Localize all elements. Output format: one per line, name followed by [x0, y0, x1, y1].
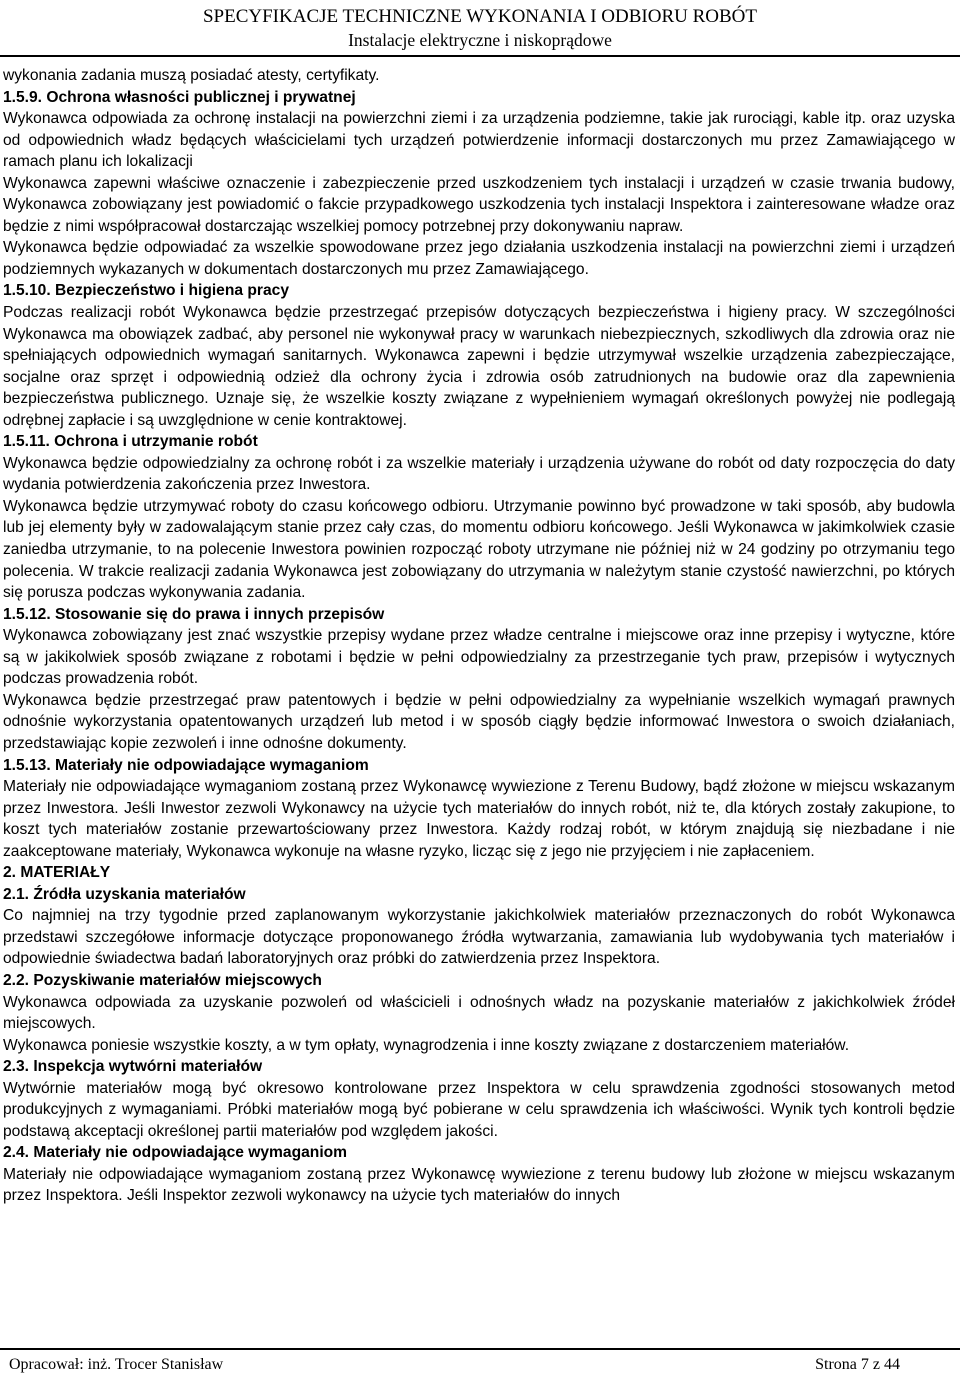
page-number: Strona 7 z 44: [815, 1356, 900, 1373]
section-heading: 2.1. Źródła uzyskania materiałów: [3, 885, 246, 903]
body-paragraph: Wykonawca będzie odpowiadać za wszelkie spowodowane przez jego działania uszkodzenia instalacji na powierzchni ziemi i urządzeń podziemnych wykazanych w dokumentach dostarczonych mu przez Zamawiającego.: [3, 239, 955, 278]
body-paragraph: Materiały nie odpowiadające wymaganiom zostaną przez Wykonawcę wywiezione z terenu budowy lub złożone w miejscu wskazanym przez Inspektora. Jeśli Inspektor zezwoli wykonawcy na użycie tych materiałów do innych: [3, 1165, 955, 1205]
body-paragraph: wykonania zadania muszą posiadać atesty, certyfikaty.: [3, 67, 380, 84]
body-paragraph: Podczas realizacji robót Wykonawca będzie przestrzegać przepisów dotyczących bezpieczeństwa i higieny pracy. W szczególności Wykonawca ma obowiązek zadbać, aby personel nie wykonywał pracy w warunkach niebezpiecznych, szkodliwych dla zdrowia oraz nie spełniających odpowiednich wymagań sanitarnych. Wykonawca zapewni i będzie utrzymywał wszelkie urządzenia zabezpieczające, socjalne oraz sprzęt i odpowiednią odzież dla ochrony życia i zdrowia osób zatrudnionych na budowie oraz dla zapewnienia bezpieczeństwa publicznego. Uznaje się, że wszelkie koszty związane z wypełnieniem wymagań określonych powyżej nie podlegają odrębnej zapłacie i są uwzględnione w cenie kontraktowej.: [3, 304, 955, 429]
section-heading: 1.5.12. Stosowanie się do prawa i innych przepisów: [3, 605, 385, 623]
document-title: SPECYFIKACJE TECHNICZNE WYKONANIA I ODBIORU ROBÓT: [202, 6, 757, 27]
chapter-heading: 2. MATERIAŁY: [3, 864, 111, 882]
document-body: [3, 65, 955, 1207]
body-paragraph: Materiały nie odpowiadające wymaganiom zostaną przez Wykonawcę wywiezione z Terenu Budowy, bądź złożone w miejscu wskazanym przez Inwestora. Jeśli Inwestor zezwoli Wykonawcy na użycie tych materiałów do innych robót, niż te, dla których zostały zakupione, to koszt tych materiałów zostanie przewartościowany przez Inwestora. Każdy rodzaj robót, w którym znajdują się niezbadane i nie zaakceptowane materiały, Wykonawca wykonuje na własne ryzyko, licząc się z jego nie przyjęciem i nie zapłaceniem.: [3, 778, 955, 860]
body-paragraph: Wykonawca zobowiązany jest znać wszystkie przepisy wydane przez władze centralne i miejscowe oraz inne przepisy i wytyczne, które są w jakikolwiek sposób związane z robotami i będzie w pełni odpowiedzialny za przestrzeganie tych praw, przepisów i wytycznych podczas prowadzenia robót.: [3, 627, 955, 688]
section-heading: 2.2. Pozyskiwanie materiałów miejscowych: [3, 971, 322, 989]
body-paragraph: Wykonawca odpowiada za uzyskanie pozwoleń od właścicieli i odnośnych władz na pozyskanie materiałów z jakichkolwiek źródeł miejscowych.: [3, 993, 955, 1033]
header-divider: [0, 55, 960, 57]
document-subtitle: Instalacje elektryczne i niskoprądowe: [348, 30, 612, 50]
body-paragraph: Wykonawca zapewni właściwe oznaczenie i zabezpieczenie przed uszkodzeniem tych instalacji i urządzeń w czasie trwania budowy, Wykonawca zobowiązany jest powiadomić o fakcie przypadkowego uszkodzenia tych instalacji Inspektora i zainteresowane władze oraz będzie z nimi współpracował dostarczając wszelkiej pomocy potrzebnej przy dokonywaniu napraw.: [3, 174, 955, 235]
body-paragraph: Wykonawca będzie utrzymywać roboty do czasu końcowego odbioru. Utrzymanie powinno być prowadzone w taki sposób, aby budowla lub jej elementy były w zadowalającym stanie przez cały czas, do momentu odbioru końcowego. Jeśli Wykonawca w jakimkolwiek czasie zaniedba utrzymanie, to na polecenie Inwestora powinien rozpocząć roboty utrzymane nie później niż w 24 godziny po otrzymaniu tego polecenia. W trakcie realizacji zadania Wykonawca jest zobowiązany do utrzymania w należytym stanie czystość nawierzchni, po których się porusza podczas wykonywania zadania.: [3, 497, 955, 602]
footer-author: Opracował: inż. Trocer Stanisław: [9, 1356, 224, 1373]
body-paragraph: Wykonawca poniesie wszystkie koszty, a w tym opłaty, wynagrodzenia i inne koszty związane z dostarczeniem materiałów.: [3, 1036, 850, 1054]
section-heading: 1.5.11. Ochrona i utrzymanie robót: [3, 433, 258, 451]
section-heading: 2.4. Materiały nie odpowiadające wymaganiom: [3, 1144, 348, 1162]
section-heading: 1.5.13. Materiały nie odpowiadające wymaganiom: [3, 756, 369, 774]
section-heading: 1.5.10. Bezpieczeństwo i higiena pracy: [3, 282, 289, 300]
body-paragraph: Co najmniej na trzy tygodnie przed zaplanowanym wykorzystanie jakichkolwiek materiałów przeznaczonych do robót Wykonawca przedstawi szczegółowe informacje dotyczące proponowanego źródła wytwarzania, zamawiania lub wydobywania tych materiałów i odpowiednie świadectwa badań laboratoryjnych oraz próbki do zatwierdzenia przez Inspektora.: [3, 907, 955, 968]
body-paragraph: Wytwórnie materiałów mogą być okresowo kontrolowane przez Inspektora w celu sprawdzenia zgodności stosowanych metod produkcyjnych z wymaganiami. Próbki materiałów mogą być pobierane w celu sprawdzenia ich właściwości. Wynik tych kontroli będzie podstawą akceptacji określonej partii materiałów pod względem jakości.: [3, 1079, 955, 1140]
body-paragraph: Wykonawca będzie odpowiedzialny za ochronę robót i za wszelkie materiały i urządzenia używane do robót od daty rozpoczęcia do daty wydania potwierdzenia zakończenia przez Inwestora.: [3, 454, 955, 494]
body-paragraph: Wykonawca będzie przestrzegać praw patentowych i będzie w pełni odpowiedzialny za wypełnianie wszelkich wymagań prawnych odnośnie wykorzystania opatentowanych urządzeń lub metod i w sposób ciągły będzie informować Inwestora o swoich działaniach, przedstawiając kopie zezwoleń i inne odnośne dokumenty.: [3, 691, 955, 752]
page-footer: [0, 1348, 960, 1381]
footer-divider: [0, 1348, 960, 1350]
body-paragraph: Wykonawca odpowiada za ochronę instalacji na powierzchni ziemi i za urządzenia podziemne, takie jak rurociągi, kable itp. oraz uzyska od odpowiednich władz będących właścicielami tych urządzeń potwierdzenie informacji dostarczonych mu przez Zamawiającego w ramach planu ich lokalizacji: [3, 110, 955, 171]
page-header: [0, 0, 960, 58]
section-heading: 1.5.9. Ochrona własności publicznej i prywatnej: [3, 88, 356, 106]
section-heading: 2.3. Inspekcja wytwórni materiałów: [3, 1058, 263, 1076]
